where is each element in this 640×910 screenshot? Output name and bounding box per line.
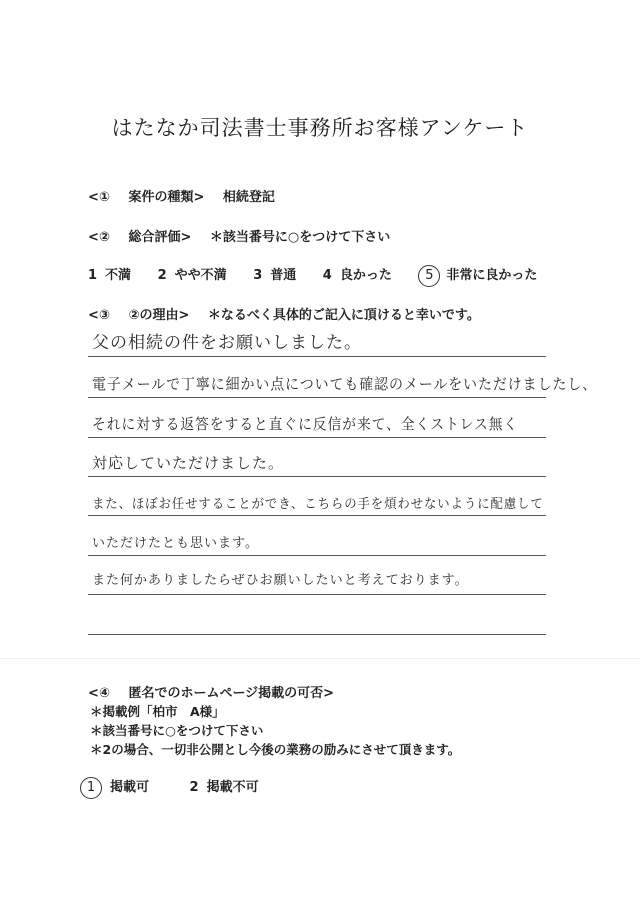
rating-option-2[interactable]: 2 やや不満 — [157, 268, 227, 283]
q2-label: 総合評価> — [128, 230, 192, 245]
answer-line-4: 対応していただけました。 — [92, 454, 285, 472]
selection-circle: 1 — [80, 777, 102, 799]
publication-option-2[interactable]: 2 掲載不可 — [189, 780, 259, 795]
answer-line-2: 電子メールで丁寧に細かい点についても確認のメールをいただけましたし、 — [92, 375, 598, 393]
answer-line-1: 父の相続の件をお願いしました。 — [92, 333, 362, 353]
ruled-line — [88, 634, 546, 635]
ruled-line — [88, 555, 546, 556]
q4-row — [88, 682, 334, 701]
answer-line-7: また何かありましたらぜひお願いしたいと考えております。 — [92, 573, 469, 588]
rating-option-3[interactable]: 3 普通 — [253, 268, 297, 283]
survey-title: はたなか司法書士事務所お客様アンケート — [111, 116, 529, 140]
rating-option-4[interactable]: 4 良かった — [322, 268, 392, 283]
rating-option-1[interactable]: 1 不満 — [88, 268, 132, 283]
ruled-line — [88, 476, 546, 477]
rating-option-5-selected[interactable]: 5 非常に良かった — [418, 264, 537, 287]
rating-options — [88, 264, 537, 287]
publication-option-1-selected[interactable]: 1 掲載可 — [80, 776, 149, 799]
answer-line-6: いただけたとも思います。 — [92, 536, 259, 551]
q4-note-2: ＊該当番号に○をつけて下さい — [90, 723, 264, 738]
answer-line-5: また、ほぼお任せすることができ、こちらの手を煩わせないように配慮して — [92, 497, 544, 512]
q4-note-3: ＊2の場合、一切非公開とし今後の業務の励みにさせて頂きます。 — [90, 742, 461, 757]
q3-label: ②の理由> — [128, 308, 190, 323]
q2-note: ＊該当番号に○をつけて下さい — [209, 230, 391, 245]
ruled-line — [88, 356, 546, 357]
q1-number: <① — [88, 190, 110, 205]
answer-line-3: それに対する返答をすると直ぐに反信が来て、全くストレス無く — [92, 415, 519, 433]
ruled-line — [88, 515, 546, 516]
q4-note-1: ＊掲載例「柏市 A様」 — [90, 704, 225, 719]
selection-circle: 5 — [418, 265, 440, 287]
q1-label: 案件の種類> — [128, 190, 205, 205]
ruled-line — [88, 594, 546, 595]
q2-number: <② — [88, 230, 110, 245]
q3-note: ＊なるべく具体的ご記入に頂けると幸いです。 — [207, 308, 480, 323]
ruled-line — [88, 437, 546, 438]
q1-value: 相続登記 — [222, 190, 275, 205]
ruled-line — [88, 397, 546, 398]
q2-row — [88, 226, 390, 245]
q3-row — [88, 304, 480, 323]
publication-options — [80, 776, 295, 799]
q3-number: <③ — [88, 308, 110, 323]
scan-fold-mark — [0, 658, 640, 659]
q4-number: <④ — [88, 686, 110, 701]
q4-label: 匿名でのホームページ掲載の可否> — [128, 686, 335, 701]
q1-row — [88, 186, 275, 205]
